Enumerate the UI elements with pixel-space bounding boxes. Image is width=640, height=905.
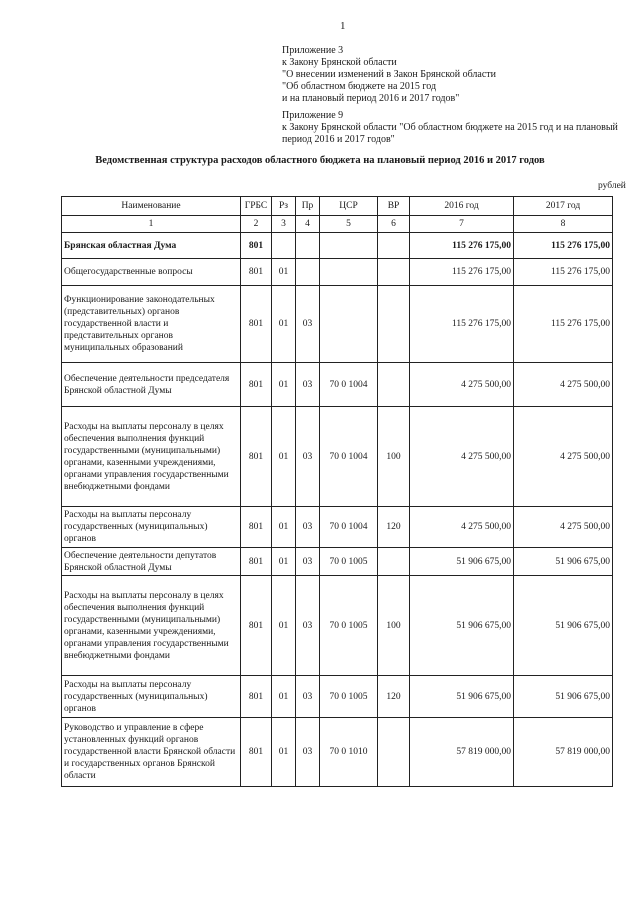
rz-cell: 01 xyxy=(272,718,296,787)
table-row xyxy=(62,576,613,676)
vr-cell xyxy=(378,363,410,407)
row-name-cell: Обеспечение деятельности депутатов Брянской областной Думы xyxy=(62,548,241,576)
table-row xyxy=(62,233,613,259)
rz-cell: 01 xyxy=(272,363,296,407)
header-cell: Рз xyxy=(272,197,296,216)
grbs-cell: 801 xyxy=(241,548,272,576)
table-header-row xyxy=(62,197,613,216)
rz-cell xyxy=(272,233,296,259)
amount-2017-cell: 4 275 500,00 xyxy=(514,407,613,507)
table-row xyxy=(62,363,613,407)
annex-3-line: и на плановый период 2016 и 2017 годов" xyxy=(282,93,460,104)
currency-unit: рублей xyxy=(598,181,626,191)
grbs-cell: 801 xyxy=(241,576,272,676)
row-name-cell: Руководство и управление в сфере установленных функций органов государственной власти Брянской области и государственных органов Брянской области xyxy=(62,718,241,787)
column-number-cell: 7 xyxy=(410,216,514,233)
rz-cell: 01 xyxy=(272,259,296,286)
rz-cell: 01 xyxy=(272,576,296,676)
vr-cell xyxy=(378,548,410,576)
grbs-cell: 801 xyxy=(241,363,272,407)
amount-2017-cell: 115 276 175,00 xyxy=(514,233,613,259)
amount-2017-cell: 115 276 175,00 xyxy=(514,286,613,363)
amount-2017-cell: 4 275 500,00 xyxy=(514,363,613,407)
header-cell: Наименование xyxy=(62,197,241,216)
header-cell: 2017 год xyxy=(514,197,613,216)
vr-cell: 120 xyxy=(378,507,410,548)
column-number-cell: 3 xyxy=(272,216,296,233)
row-name-cell: Расходы на выплаты персоналу государственных (муниципальных) органов xyxy=(62,507,241,548)
amount-2017-cell: 115 276 175,00 xyxy=(514,259,613,286)
rz-cell: 01 xyxy=(272,507,296,548)
table-row xyxy=(62,548,613,576)
annex-9-line: период 2016 и 2017 годов" xyxy=(282,134,395,145)
grbs-cell: 801 xyxy=(241,407,272,507)
rz-cell: 01 xyxy=(272,676,296,718)
header-cell: ЦСР xyxy=(320,197,378,216)
column-number-cell: 4 xyxy=(296,216,320,233)
pr-cell: 03 xyxy=(296,576,320,676)
pr-cell: 03 xyxy=(296,407,320,507)
amount-2016-cell: 115 276 175,00 xyxy=(410,233,514,259)
column-number-cell: 1 xyxy=(62,216,241,233)
page-number: 1 xyxy=(340,20,346,32)
amount-2016-cell: 57 819 000,00 xyxy=(410,718,514,787)
pr-cell: 03 xyxy=(296,363,320,407)
csr-cell: 70 0 1010 xyxy=(320,718,378,787)
column-number-cell: 6 xyxy=(378,216,410,233)
pr-cell xyxy=(296,233,320,259)
vr-cell: 100 xyxy=(378,576,410,676)
vr-cell xyxy=(378,718,410,787)
amount-2016-cell: 51 906 675,00 xyxy=(410,676,514,718)
csr-cell: 70 0 1004 xyxy=(320,507,378,548)
pr-cell: 03 xyxy=(296,718,320,787)
vr-cell xyxy=(378,259,410,286)
amount-2016-cell: 51 906 675,00 xyxy=(410,576,514,676)
csr-cell xyxy=(320,233,378,259)
amount-2016-cell: 4 275 500,00 xyxy=(410,507,514,548)
amount-2017-cell: 4 275 500,00 xyxy=(514,507,613,548)
csr-cell: 70 0 1005 xyxy=(320,676,378,718)
row-name-cell: Брянская областная Дума xyxy=(62,233,241,259)
amount-2017-cell: 51 906 675,00 xyxy=(514,576,613,676)
header-cell: ГРБС xyxy=(241,197,272,216)
csr-cell: 70 0 1005 xyxy=(320,548,378,576)
rz-cell: 01 xyxy=(272,286,296,363)
pr-cell: 03 xyxy=(296,548,320,576)
amount-2017-cell: 57 819 000,00 xyxy=(514,718,613,787)
row-name-cell: Расходы на выплаты персоналу в целях обеспечения выполнения функций государственными (муниципальными) органами, казенными учреждениями, органами управления государственными внебюджетными фондами xyxy=(62,576,241,676)
amount-2016-cell: 4 275 500,00 xyxy=(410,407,514,507)
column-number-cell: 8 xyxy=(514,216,613,233)
row-name-cell: Общегосударственные вопросы xyxy=(62,259,241,286)
annex-9-header xyxy=(282,110,618,146)
vr-cell xyxy=(378,286,410,363)
row-name-cell: Расходы на выплаты персоналу в целях обеспечения выполнения функций государственными (муниципальными) органами, казенными учреждениями, органами управления государственными внебюджетными фондами xyxy=(62,407,241,507)
amount-2016-cell: 51 906 675,00 xyxy=(410,548,514,576)
column-number-cell: 2 xyxy=(241,216,272,233)
column-number-row xyxy=(62,216,613,233)
row-name-cell: Расходы на выплаты персоналу государственных (муниципальных) органов xyxy=(62,676,241,718)
csr-cell: 70 0 1004 xyxy=(320,363,378,407)
annex-3-line: "О внесении изменений в Закон Брянской области xyxy=(282,69,497,80)
header-cell: 2016 год xyxy=(410,197,514,216)
annex-3-line: "Об областном бюджете на 2015 год xyxy=(282,81,437,92)
grbs-cell: 801 xyxy=(241,233,272,259)
csr-cell xyxy=(320,259,378,286)
annex-3-line: к Закону Брянской области xyxy=(282,57,397,68)
table-row xyxy=(62,286,613,363)
pr-cell: 03 xyxy=(296,286,320,363)
row-name-cell: Функционирование законодательных (представительных) органов государственной власти и представительных органов муниципальных образований xyxy=(62,286,241,363)
vr-cell: 120 xyxy=(378,676,410,718)
pr-cell: 03 xyxy=(296,507,320,548)
document-title: Ведомственная структура расходов областного бюджета на плановый период 2016 и 2017 годов xyxy=(95,155,545,166)
grbs-cell: 801 xyxy=(241,259,272,286)
csr-cell: 70 0 1004 xyxy=(320,407,378,507)
annex-3-header xyxy=(282,45,496,105)
grbs-cell: 801 xyxy=(241,718,272,787)
grbs-cell: 801 xyxy=(241,676,272,718)
annex-3-line: Приложение 3 xyxy=(282,45,344,56)
column-number-cell: 5 xyxy=(320,216,378,233)
pr-cell: 03 xyxy=(296,676,320,718)
table-row xyxy=(62,407,613,507)
header-cell: Пр xyxy=(296,197,320,216)
amount-2017-cell: 51 906 675,00 xyxy=(514,548,613,576)
table-row xyxy=(62,718,613,787)
budget-table xyxy=(61,196,613,787)
annex-9-line: к Закону Брянской области "Об областном бюджете на 2015 год и на плановый xyxy=(282,122,618,133)
amount-2016-cell: 115 276 175,00 xyxy=(410,259,514,286)
rz-cell: 01 xyxy=(272,407,296,507)
rz-cell: 01 xyxy=(272,548,296,576)
csr-cell: 70 0 1005 xyxy=(320,576,378,676)
grbs-cell: 801 xyxy=(241,286,272,363)
table-row xyxy=(62,259,613,286)
table-row xyxy=(62,676,613,718)
header-cell: ВР xyxy=(378,197,410,216)
amount-2017-cell: 51 906 675,00 xyxy=(514,676,613,718)
annex-9-line: Приложение 9 xyxy=(282,110,344,121)
vr-cell xyxy=(378,233,410,259)
csr-cell xyxy=(320,286,378,363)
amount-2016-cell: 115 276 175,00 xyxy=(410,286,514,363)
grbs-cell: 801 xyxy=(241,507,272,548)
vr-cell: 100 xyxy=(378,407,410,507)
pr-cell xyxy=(296,259,320,286)
row-name-cell: Обеспечение деятельности председателя Брянской областной Думы xyxy=(62,363,241,407)
amount-2016-cell: 4 275 500,00 xyxy=(410,363,514,407)
table-row xyxy=(62,507,613,548)
